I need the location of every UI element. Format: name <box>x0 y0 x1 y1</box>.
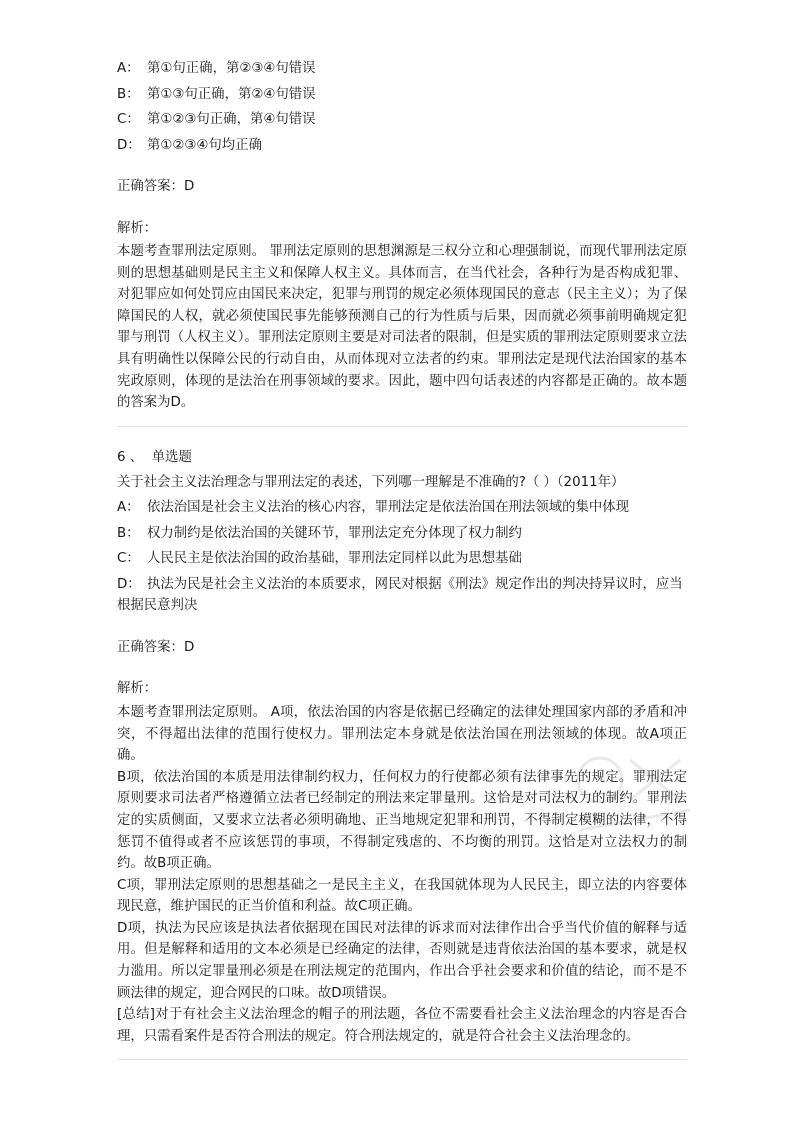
option-text: 执法为民是社会主义法治的本质要求，网民对根据《刑法》规定作出的判决持异议时，应当根据民意判决 <box>117 576 683 614</box>
q5-option-a <box>117 56 687 82</box>
q5-answer <box>117 174 687 200</box>
q6-answer <box>117 635 687 661</box>
option-key: D： <box>117 137 141 153</box>
q5-analysis-label: 解析： <box>117 220 158 236</box>
answer-label: 正确答案： <box>117 179 184 194</box>
q6-option-b <box>117 521 687 547</box>
option-text: 依法治国是社会主义法治的核心内容，罪刑法定是依法治国在刑法领域的集中体现 <box>147 500 630 516</box>
q6-option-d <box>117 574 687 617</box>
q6-options <box>117 495 687 617</box>
answer-value: D <box>183 179 195 194</box>
analysis-paragraph: 本题考查罪刑法定原则。 罪刑法定原则的思想渊源是三权分立和心理强制说，而现代罪刑法定原则的思想基础则是民主主义和保障人权主义。具体而言，在当代社会，各种行为是否构成犯罪、对犯罪应如何处罚应由国民来决定，犯罪与刑罚的规定必须体现国民的意志（民主主义）；为了保障国民的人权，就必须使国民事先能够预测自己的行为性质与后果，因而就必须事前明确规定犯罪与刑罚（人权主义）。罪刑法定原则主要是对司法者的限制，但是实质的罪刑法定原则要求立法具有明确性以保障公民的行动自由，从而体现对立法者的约束。罪刑法定是现代法治国家的基本宪政原则，体现的是法治在刑事领域的要求。因此，题中四句话表述的内容都是正确的。故本题的答案为D。 <box>117 244 687 411</box>
q5-analysis <box>117 241 687 414</box>
option-key: A： <box>117 61 140 76</box>
q6-analysis-label: 解析： <box>117 681 158 697</box>
question-number: 6 、 <box>117 449 144 465</box>
option-key: C： <box>117 112 140 127</box>
option-text: 第①②③④句均正确 <box>147 137 262 153</box>
option-key: B： <box>117 525 140 541</box>
option-text: 第①②③句正确，第④句错误 <box>147 112 316 127</box>
analysis-paragraph: 本题考查罪刑法定原则。 A项，依法治国的内容是依据已经确定的法律处理国家内部的矛盾和冲突，不得超出法律的范围行使权力。罪刑法定本身就是依法治国在刑法领域的体现。故A项正确。 <box>117 704 687 764</box>
question-type: 单选题 <box>151 449 192 465</box>
option-text: 人民民主是依法治国的政治基础，罪刑法定同样以此为思想基础 <box>147 551 522 567</box>
q6-analysis <box>117 702 687 1048</box>
q6-option-c <box>117 546 687 572</box>
section-divider <box>117 426 687 427</box>
document-page <box>117 56 687 1078</box>
option-key: C： <box>117 551 140 567</box>
option-text: 第①③句正确，第②④句错误 <box>147 86 316 102</box>
answer-label: 正确答案： <box>117 639 184 655</box>
section-divider <box>117 1059 687 1060</box>
answer-value: D <box>183 639 195 655</box>
q5-option-b <box>117 82 687 108</box>
option-key: D： <box>117 576 141 592</box>
option-text: 权力制约是依法治国的关键环节，罪刑法定充分体现了权力制约 <box>147 525 522 541</box>
q5-option-d <box>117 133 687 159</box>
option-text: 第①句正确，第②③④句错误 <box>147 61 316 76</box>
q6-option-a <box>117 495 687 521</box>
q5-options <box>117 56 687 158</box>
option-key: A： <box>117 500 140 516</box>
analysis-paragraph: D项，执法为民应该是执法者依据现在国民对法律的诉求而对法律作出合乎当代价值的解释与适用。但是解释和适用的文本必须是已经确定的法律，否则就是违背依法治国的基本要求，就是权力滥用。所以定罪量刑必须是在刑法规定的范围内，作出合乎社会要求和价值的结论，而不是不顾法律的规定，迎合网民的口味。故D项错误。 <box>117 920 687 1001</box>
q5-option-c <box>117 107 687 133</box>
analysis-paragraph: B项，依法治国的本质是用法律制约权力，任何权力的行使都必须有法律事先的规定。罪刑法定原则要求司法者严格遵循立法者已经制定的刑法来定罪量刑。这恰是对司法权力的制约。罪刑法定的实质侧面，又要求立法者必须明确地、正当地规定犯罪和刑罚，不得制定模糊的法律，不得惩罚不值得或者不应该惩罚的事项，不得制定残虐的、不均衡的刑罚。这恰是对立法权力的制约。故B项正确。 <box>117 769 687 872</box>
analysis-paragraph: C项，罪刑法定原则的思想基础之一是民主主义，在我国就体现为人民民主，即立法的内容要体现民意，维护国民的正当价值和利益。故C项正确。 <box>117 877 687 915</box>
q6-question: 关于社会主义法治理念与罪刑法定的表述，下列哪一理解是不准确的?（ ）（2011年） <box>117 474 625 490</box>
option-key: B： <box>117 86 140 102</box>
analysis-paragraph: [总结]对于有社会主义法治理念的帽子的刑法题，各位不需要看社会主义法治理念的内容是否合理，只需看案件是否符合刑法的规定。符合刑法规定的，就是符合社会主义法治理念的。 <box>117 1007 687 1044</box>
q6-header <box>117 445 687 470</box>
